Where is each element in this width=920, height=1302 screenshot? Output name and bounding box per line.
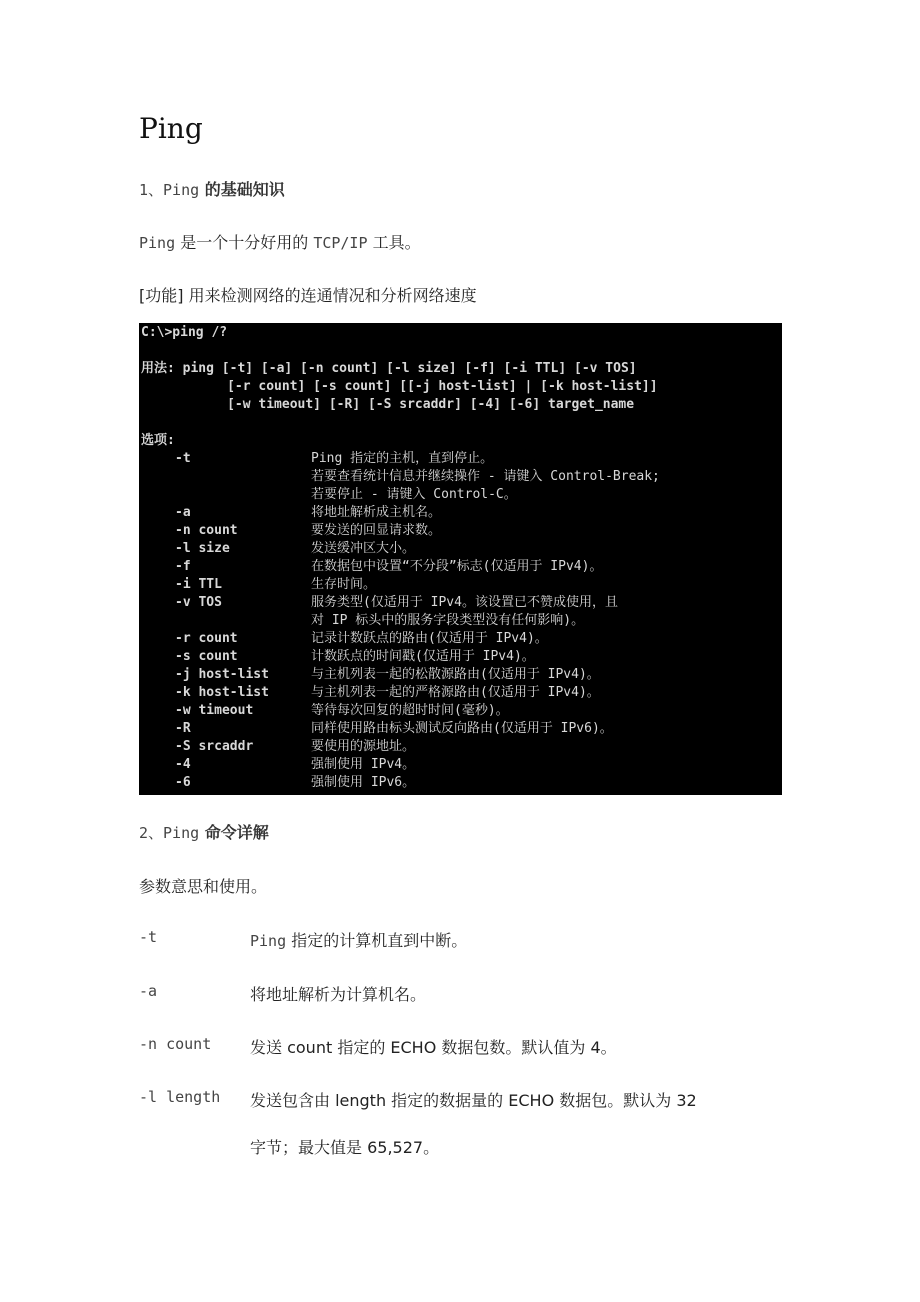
intro-paragraph xyxy=(139,230,421,253)
section-2-heading xyxy=(139,820,269,843)
intro-text-2: 工具。 xyxy=(367,233,421,252)
page-title: Ping xyxy=(139,112,203,145)
console-usage-line: [-r count] [-s count] [[-j host-list] | [-k host-list]] xyxy=(141,379,658,394)
function-line: [功能] 用来检测网络的连通情况和分析网络速度 xyxy=(139,286,477,305)
param-desc: 将地址解析为计算机名。 xyxy=(250,985,427,1004)
section-1-heading xyxy=(139,177,285,200)
param-option: -t xyxy=(139,928,158,946)
param-desc-ping: Ping xyxy=(250,932,287,950)
console-option: -6 xyxy=(175,775,191,790)
console-option-desc: 在数据包中设置“不分段”标志(仅适用于 IPv4)。 xyxy=(311,559,603,574)
console-option-desc: 若要查看统计信息并继续操作 - 请键入 Control-Break; xyxy=(311,469,660,484)
param-desc: 发送 count 指定的 ECHO 数据包数。默认值为 4。 xyxy=(250,1038,617,1057)
console-options-label: 选项: xyxy=(141,433,175,448)
param-desc-continuation: 字节；最大值是 65,527。 xyxy=(250,1138,440,1157)
console-option-desc: 要发送的回显请求数。 xyxy=(311,523,442,538)
console-option-desc: 计数跃点的时间戳(仅适用于 IPv4)。 xyxy=(311,649,535,664)
console-option-desc: 记录计数跃点的路由(仅适用于 IPv4)。 xyxy=(311,631,548,646)
section-2-text: 命令详解 xyxy=(199,823,269,842)
param-desc-text: 指定的计算机直到中断。 xyxy=(286,931,468,950)
console-option-desc: 生存时间。 xyxy=(311,577,377,592)
console-option-desc: 若要停止 - 请键入 Control-C。 xyxy=(311,487,517,502)
console-option: -S srcaddr xyxy=(175,739,254,754)
console-option-desc: Ping 指定的主机，直到停止。 xyxy=(311,451,494,466)
console-option: -R xyxy=(175,721,191,736)
param-option: -a xyxy=(139,982,158,1000)
param-desc: 发送包含由 length 指定的数据量的 ECHO 数据包。默认为 32 xyxy=(250,1091,697,1110)
console-option-desc: 将地址解析成主机名。 xyxy=(311,505,442,520)
console-option-desc: 要使用的源地址。 xyxy=(311,739,416,754)
intro-ping: Ping xyxy=(139,234,176,252)
console-option: -w timeout xyxy=(175,703,254,718)
console-option: -l size xyxy=(175,541,230,556)
console-option: -v TOS xyxy=(175,595,222,610)
console-option: -n count xyxy=(175,523,238,538)
console-prompt: C:\>ping /? xyxy=(141,325,228,340)
console-option-desc: 等待每次回复的超时时间(毫秒)。 xyxy=(311,703,509,718)
section-1-number: 1、 xyxy=(139,181,164,199)
console-option: -4 xyxy=(175,757,191,772)
intro-tcpip: TCP/IP xyxy=(313,234,368,252)
section-2-number: 2、 xyxy=(139,824,164,842)
console-option: -r count xyxy=(175,631,238,646)
console-option: -f xyxy=(175,559,191,574)
console-option-desc: 强制使用 IPv4。 xyxy=(311,757,416,772)
console-option-desc: 服务类型(仅适用于 IPv4。该设置已不赞成使用，且 xyxy=(311,595,618,610)
console-option-desc: 对 IP 标头中的服务字段类型没有任何影响)。 xyxy=(311,613,585,628)
console-screenshot xyxy=(139,323,782,795)
param-desc xyxy=(250,928,467,951)
section-2-prefix: Ping xyxy=(163,824,200,842)
intro-text-1: 是一个十分好用的 xyxy=(175,233,314,252)
console-usage-line: 用法: ping [-t] [-a] [-n count] [-l size] [-f] [-i TTL] [-v TOS] xyxy=(141,361,637,376)
console-option-desc: 强制使用 IPv6。 xyxy=(311,775,416,790)
console-option-desc: 与主机列表一起的严格源路由(仅适用于 IPv4)。 xyxy=(311,685,600,700)
console-option-desc: 同样使用路由标头测试反向路由(仅适用于 IPv6)。 xyxy=(311,721,613,736)
section-1-prefix: Ping xyxy=(163,181,200,199)
console-option-desc: 与主机列表一起的松散源路由(仅适用于 IPv4)。 xyxy=(311,667,600,682)
console-option: -j host-list xyxy=(175,667,269,682)
console-option: -t xyxy=(175,451,191,466)
console-option: -a xyxy=(175,505,191,520)
console-option: -i TTL xyxy=(175,577,222,592)
param-option: -n count xyxy=(139,1035,212,1053)
section-1-text: 的基础知识 xyxy=(199,180,285,199)
console-option-desc: 发送缓冲区大小。 xyxy=(311,541,416,556)
console-usage-line: [-w timeout] [-R] [-S srcaddr] [-4] [-6] target_name xyxy=(141,397,635,412)
console-option: -k host-list xyxy=(175,685,269,700)
param-option: -l length xyxy=(139,1088,221,1106)
console-option: -s count xyxy=(175,649,238,664)
params-intro: 参数意思和使用。 xyxy=(139,877,268,896)
